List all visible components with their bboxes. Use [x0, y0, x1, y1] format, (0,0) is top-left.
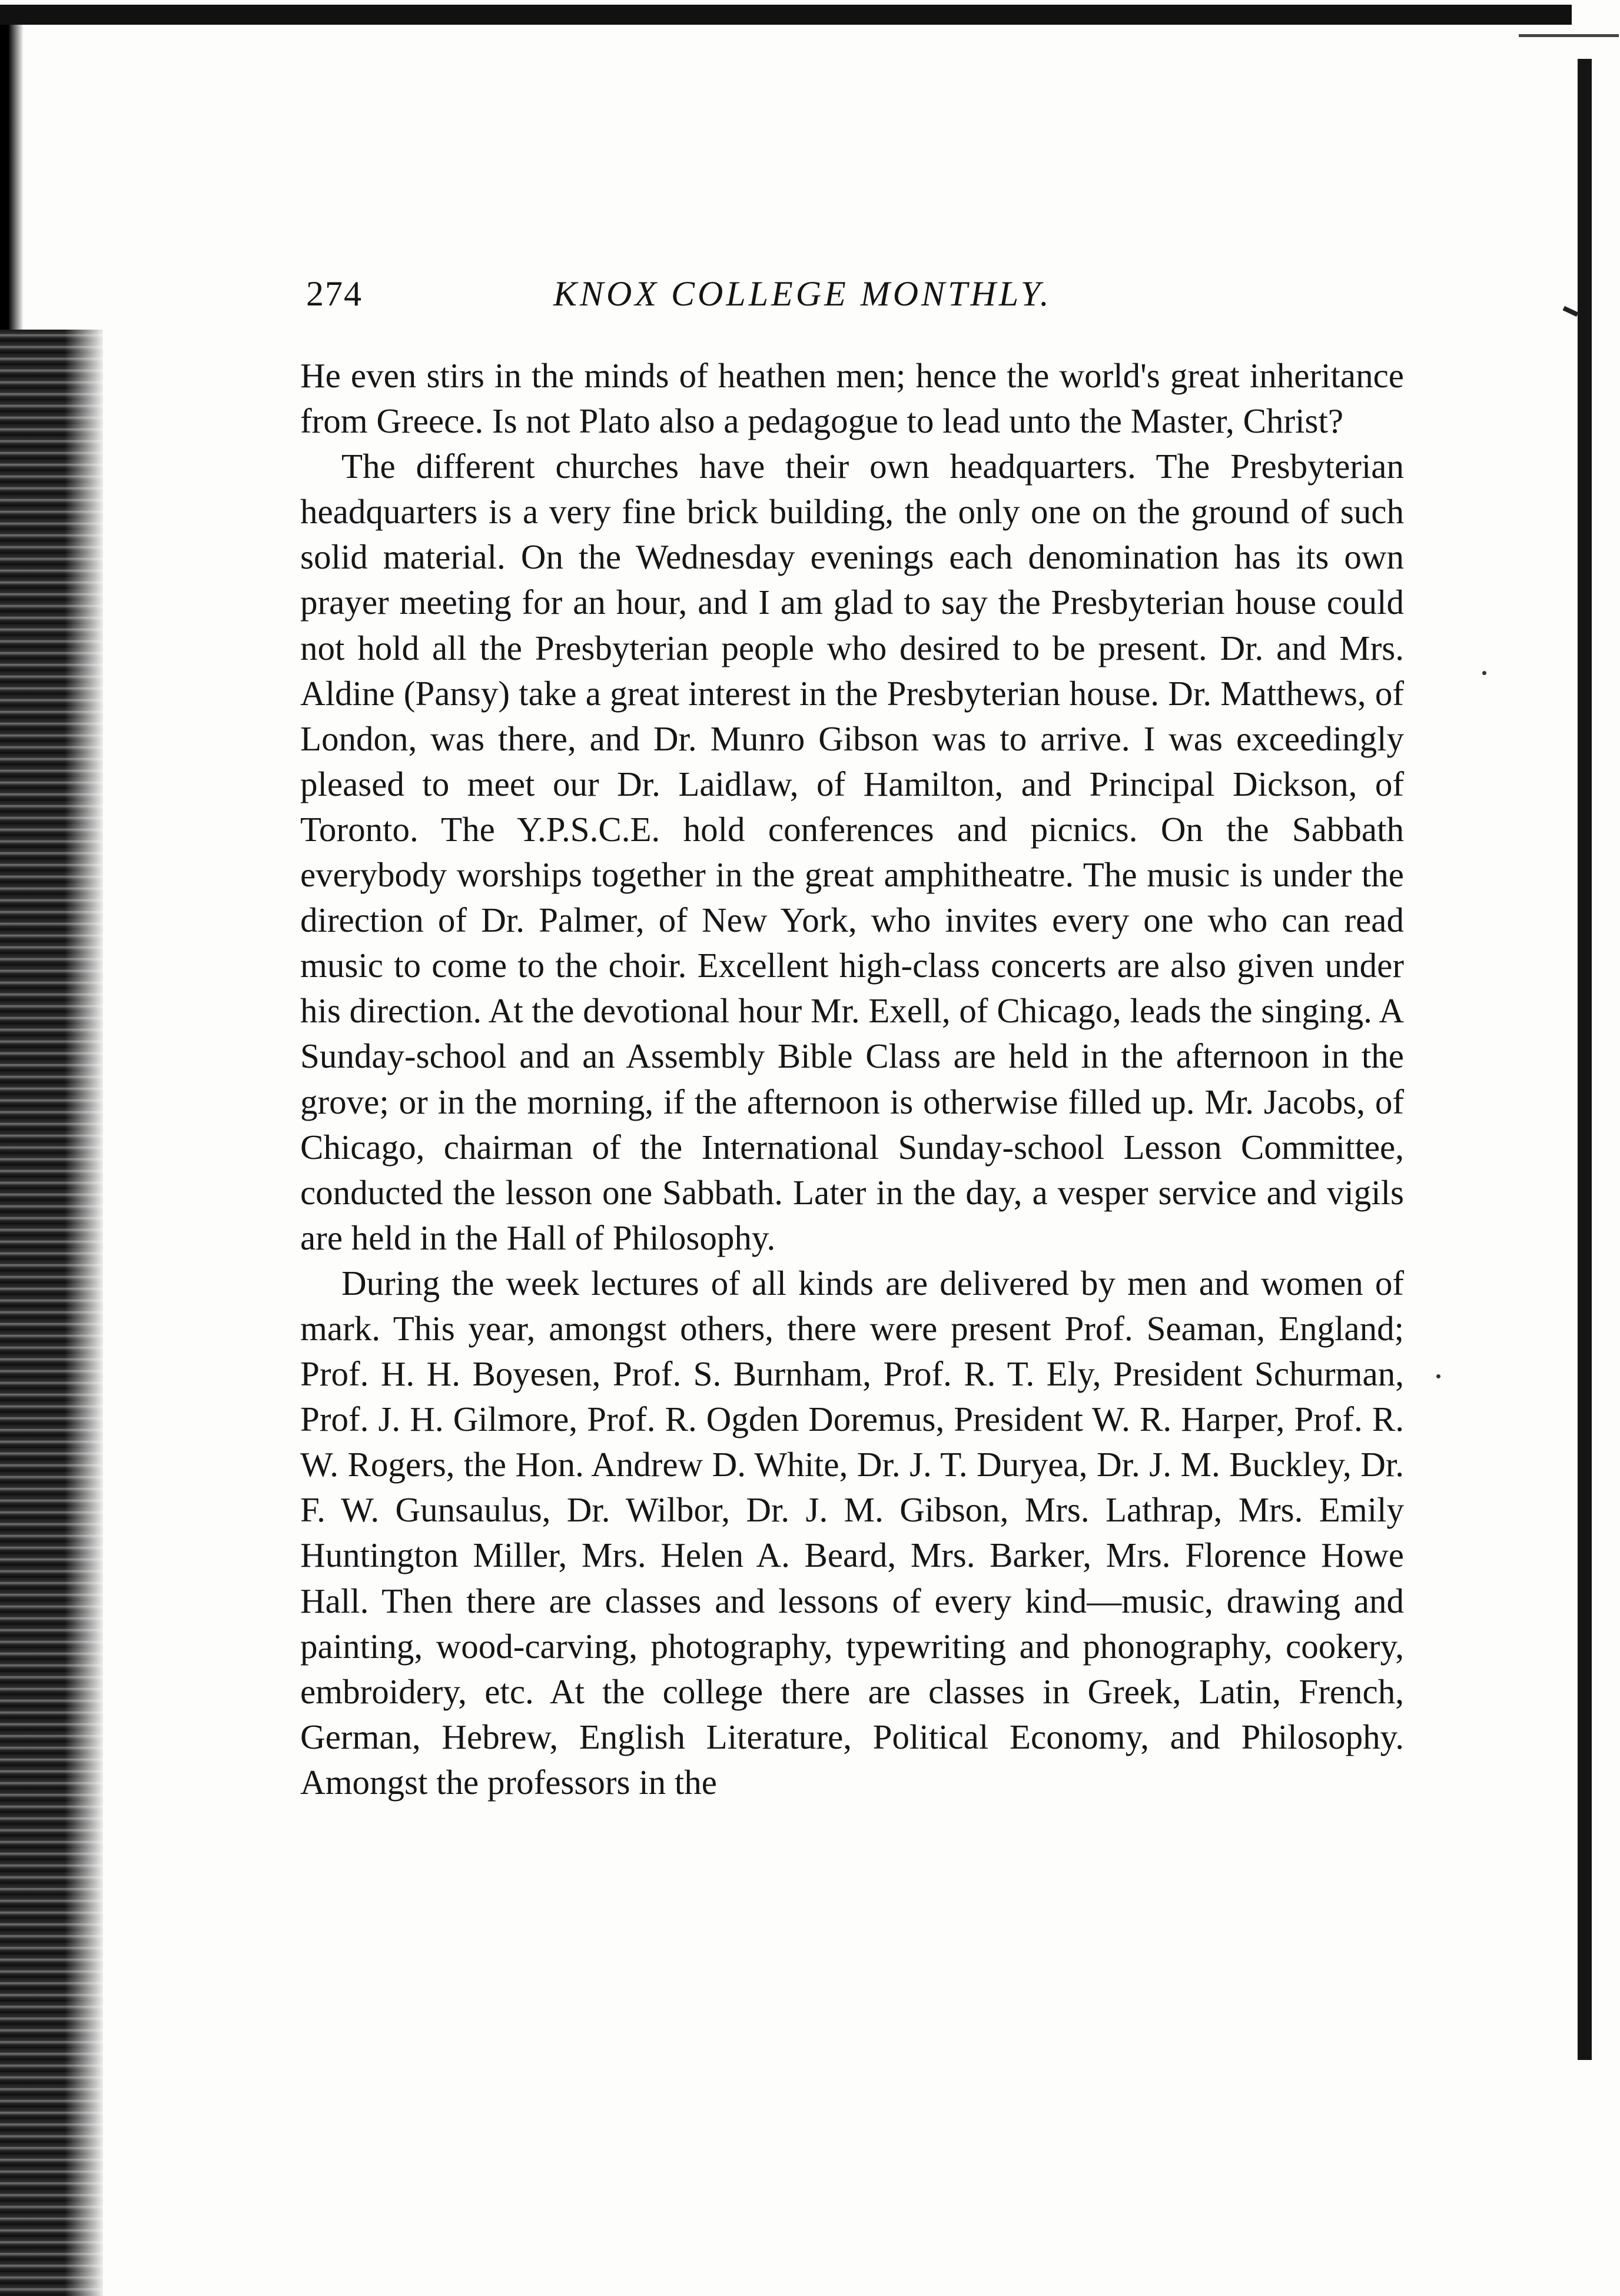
- right-border-mark: [1563, 306, 1579, 317]
- binding-shadow: [65, 24, 106, 2296]
- paragraph-3: During the week lectures of all kinds are delivered by men and women of mark. This year, amongst others, there were present Prof. Seaman, England; Prof. H. H. Boyesen, Prof. S. Burnham, Prof. R. T. Ely, President Schurman, Prof. J. H. Gilmore, Prof. R. Ogden Doremus, President W. R. Harper, Prof. R. W. Rogers, the Hon. Andrew D. White, Dr. J. T. Duryea, Dr. J. M. Buckley, Dr. F. W. Gunsaulus, Dr. Wilbor, Dr. J. M. Gibson, Mrs. Lathrap, Mrs. Emily Huntington Miller, Mrs. Helen A. Beard, Mrs. Barker, Mrs. Florence Howe Hall. Then there are classes and lessons of every kind—music, drawing and painting, wood-carving, photography, typewriting and phonography, cookery, embroidery, etc. At the college there are classes in Greek, Latin, French, German, Hebrew, English Literature, Political Economy, and Philosophy. Amongst the professors in the: [300, 1263, 1404, 1802]
- paragraph-2: The different churches have their own headquarters. The Presbyterian headquarters is a very fine brick building, the only one on the ground of such solid material. On the Wednesday evenings each denomination has its own prayer meeting for an hour, and I am glad to say the Presbyterian house could not hold all the Presbyterian people who desired to be present. Dr. and Mrs. Aldine (Pansy) take a great interest in the Presbyterian house. Dr. Matthews, of London, was there, and Dr. Munro Gibson was to arrive. I was exceedingly pleased to meet our Dr. Laidlaw, of Hamilton, and Principal Dickson, of Toronto. The Y.P.S.C.E. hold conferences and picnics. On the Sabbath everybody worships together in the great amphitheatre. The music is under the direction of Dr. Palmer, of New York, who invites every one who can read music to come to the choir. Excellent high-class concerts are also given under his direction. At the devotional hour Mr. Exell, of Chicago, leads the singing. A Sunday-school and an Assembly Bible Class are held in the afternoon in the grove; or in the morning, if the afternoon is otherwise filled up. Mr. Jacobs, of Chicago, chairman of the International Sunday-school Lesson Committee, conducted the lesson one Sabbath. Later in the day, a vesper service and vigils are held in the Hall of Philosophy.: [300, 447, 1404, 1257]
- running-title: KNOX COLLEGE MONTHLY.: [553, 274, 1052, 313]
- stray-ink-dot: [1436, 1374, 1440, 1378]
- top-border-thin-rule: [1519, 34, 1619, 37]
- page-number: 274: [306, 274, 363, 313]
- stray-ink-dot: [1482, 671, 1486, 675]
- page-header: [306, 274, 1401, 333]
- body-text: [300, 353, 1404, 1805]
- top-border-rule: [0, 5, 1572, 25]
- paragraph-1: He even stirs in the minds of heathen men; hence the world's great inheritance from Greece. Is not Plato also a pedagogue to lead unto the Master, Christ?: [300, 356, 1404, 441]
- binding-edge-top: [0, 24, 106, 330]
- right-border-rule: [1578, 59, 1592, 2060]
